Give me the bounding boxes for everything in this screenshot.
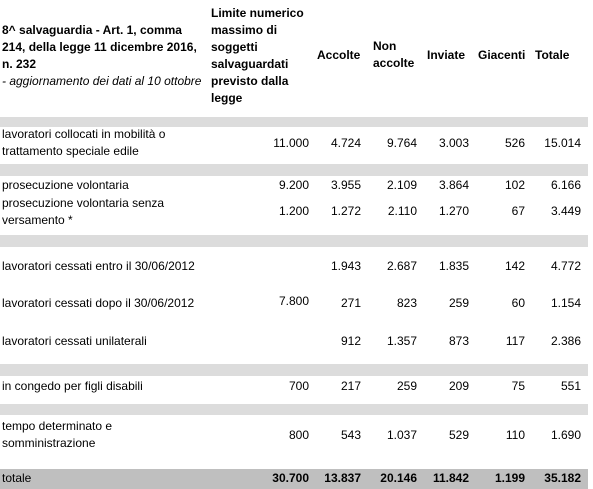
cell-giacenti: 67 — [511, 204, 525, 218]
header-accolte: Accolte — [317, 48, 361, 62]
cell-totale: 2.386 — [550, 334, 581, 348]
cell-totale: 6.166 — [550, 178, 581, 192]
separator-band — [0, 404, 588, 415]
cell-totale: 1.690 — [550, 428, 581, 442]
header-limite-line: salvaguardati — [211, 57, 289, 71]
cell-limite: 11.000 — [273, 136, 309, 150]
cell-non-accolte: 2.109 — [386, 178, 417, 192]
cell-inviate: 3.864 — [438, 178, 469, 192]
row-label: lavoratori cessati dopo il 30/06/2012 — [2, 296, 195, 310]
cell-totale: 4.772 — [550, 259, 581, 273]
cell-giacenti: 60 — [511, 296, 525, 310]
update-note: - aggiornamento dei dati al 10 ottobre — [2, 74, 202, 88]
header-totale: Totale — [535, 48, 570, 62]
header-inviate: Inviate — [427, 48, 466, 62]
cell-accolte: 912 — [340, 334, 361, 348]
cell-inviate: 3.003 — [438, 136, 469, 150]
header-limite-line: legge — [211, 91, 243, 105]
separator-band — [0, 235, 588, 247]
cell-totale: 35.182 — [544, 471, 581, 485]
cell-inviate: 873 — [448, 334, 469, 348]
cell-inviate: 259 — [448, 296, 469, 310]
cell-totale: 551 — [560, 379, 581, 393]
cell-accolte: 1.272 — [330, 204, 361, 218]
header-non-accolte — [373, 38, 414, 72]
row-label: lavoratori cessati entro il 30/06/2012 — [2, 259, 195, 273]
cell-totale: 15.014 — [544, 136, 581, 150]
cell-non-accolte: 259 — [396, 379, 417, 393]
cell-accolte: 4.724 — [330, 136, 361, 150]
cell-non-accolte: 2.687 — [386, 259, 417, 273]
row-label: in congedo per figli disabili — [2, 379, 143, 393]
row-label: trattamento speciale edile — [2, 144, 139, 158]
cell-accolte: 3.955 — [330, 178, 361, 192]
cell-inviate: 209 — [448, 379, 469, 393]
cell-totale: 3.449 — [550, 204, 581, 218]
header-non-accolte-line: Non — [373, 39, 397, 53]
cell-giacenti: 1.199 — [494, 471, 525, 485]
title-text: 8^ salvaguardia - Art. 1, comma 214, della legge 11 dicembre 2016, n. 232 — [2, 23, 197, 71]
cell-limite: 800 — [288, 428, 309, 442]
header-limite-line: soggetti — [211, 40, 258, 54]
cell-inviate: 11.842 — [432, 471, 469, 485]
cell-limite: 9.200 — [278, 178, 309, 192]
row-label: prosecuzione volontaria — [2, 178, 129, 192]
cell-giacenti: 75 — [511, 379, 525, 393]
cell-giacenti: 102 — [504, 178, 525, 192]
separator-band — [0, 364, 588, 376]
cell-accolte: 217 — [340, 379, 361, 393]
cell-giacenti: 142 — [504, 259, 525, 273]
cell-non-accolte: 9.764 — [386, 136, 417, 150]
row-label: prosecuzione volontaria senza — [2, 196, 165, 210]
header-giacenti: Giacenti — [478, 48, 526, 62]
cell-non-accolte: 1.357 — [386, 334, 417, 348]
row-label: somministrazione — [2, 436, 96, 450]
cell-non-accolte: 1.037 — [386, 428, 417, 442]
header-limite-line: massimo di — [211, 23, 278, 37]
header-limite-line: previsto dalla — [211, 74, 289, 88]
header-limite-line: Limite numerico — [211, 6, 304, 20]
cell-non-accolte: 823 — [396, 296, 417, 310]
cell-limite: 30.700 — [272, 471, 309, 485]
cell-non-accolte: 20.146 — [380, 471, 417, 485]
cell-inviate: 1.835 — [438, 259, 469, 273]
cell-giacenti: 110 — [505, 428, 525, 442]
row-label: totale — [2, 471, 32, 485]
cell-accolte: 543 — [340, 428, 361, 442]
cell-giacenti: 526 — [504, 136, 525, 150]
cell-inviate: 1.270 — [438, 204, 469, 218]
table-title — [2, 22, 207, 90]
cell-limite: 700 — [288, 379, 309, 393]
cell-limite: 1.200 — [278, 204, 309, 218]
cell-accolte: 271 — [340, 296, 361, 310]
row-label: lavoratori collocati in mobilità o — [2, 127, 166, 141]
cell-accolte: 1.943 — [330, 259, 361, 273]
row-label: lavoratori cessati unilaterali — [2, 334, 147, 348]
header-non-accolte-line: accolte — [373, 56, 415, 70]
row-label: versamento * — [2, 213, 73, 227]
cell-non-accolte: 2.110 — [387, 204, 417, 218]
cell-limite: 7.800 — [278, 294, 309, 308]
cell-inviate: 529 — [448, 428, 469, 442]
header-limite — [211, 5, 316, 107]
row-label: tempo determinato e — [2, 419, 113, 433]
separator-band — [0, 164, 588, 176]
cell-totale: 1.154 — [550, 296, 581, 310]
cell-accolte: 13.837 — [324, 471, 361, 485]
cell-giacenti: 117 — [505, 334, 525, 348]
